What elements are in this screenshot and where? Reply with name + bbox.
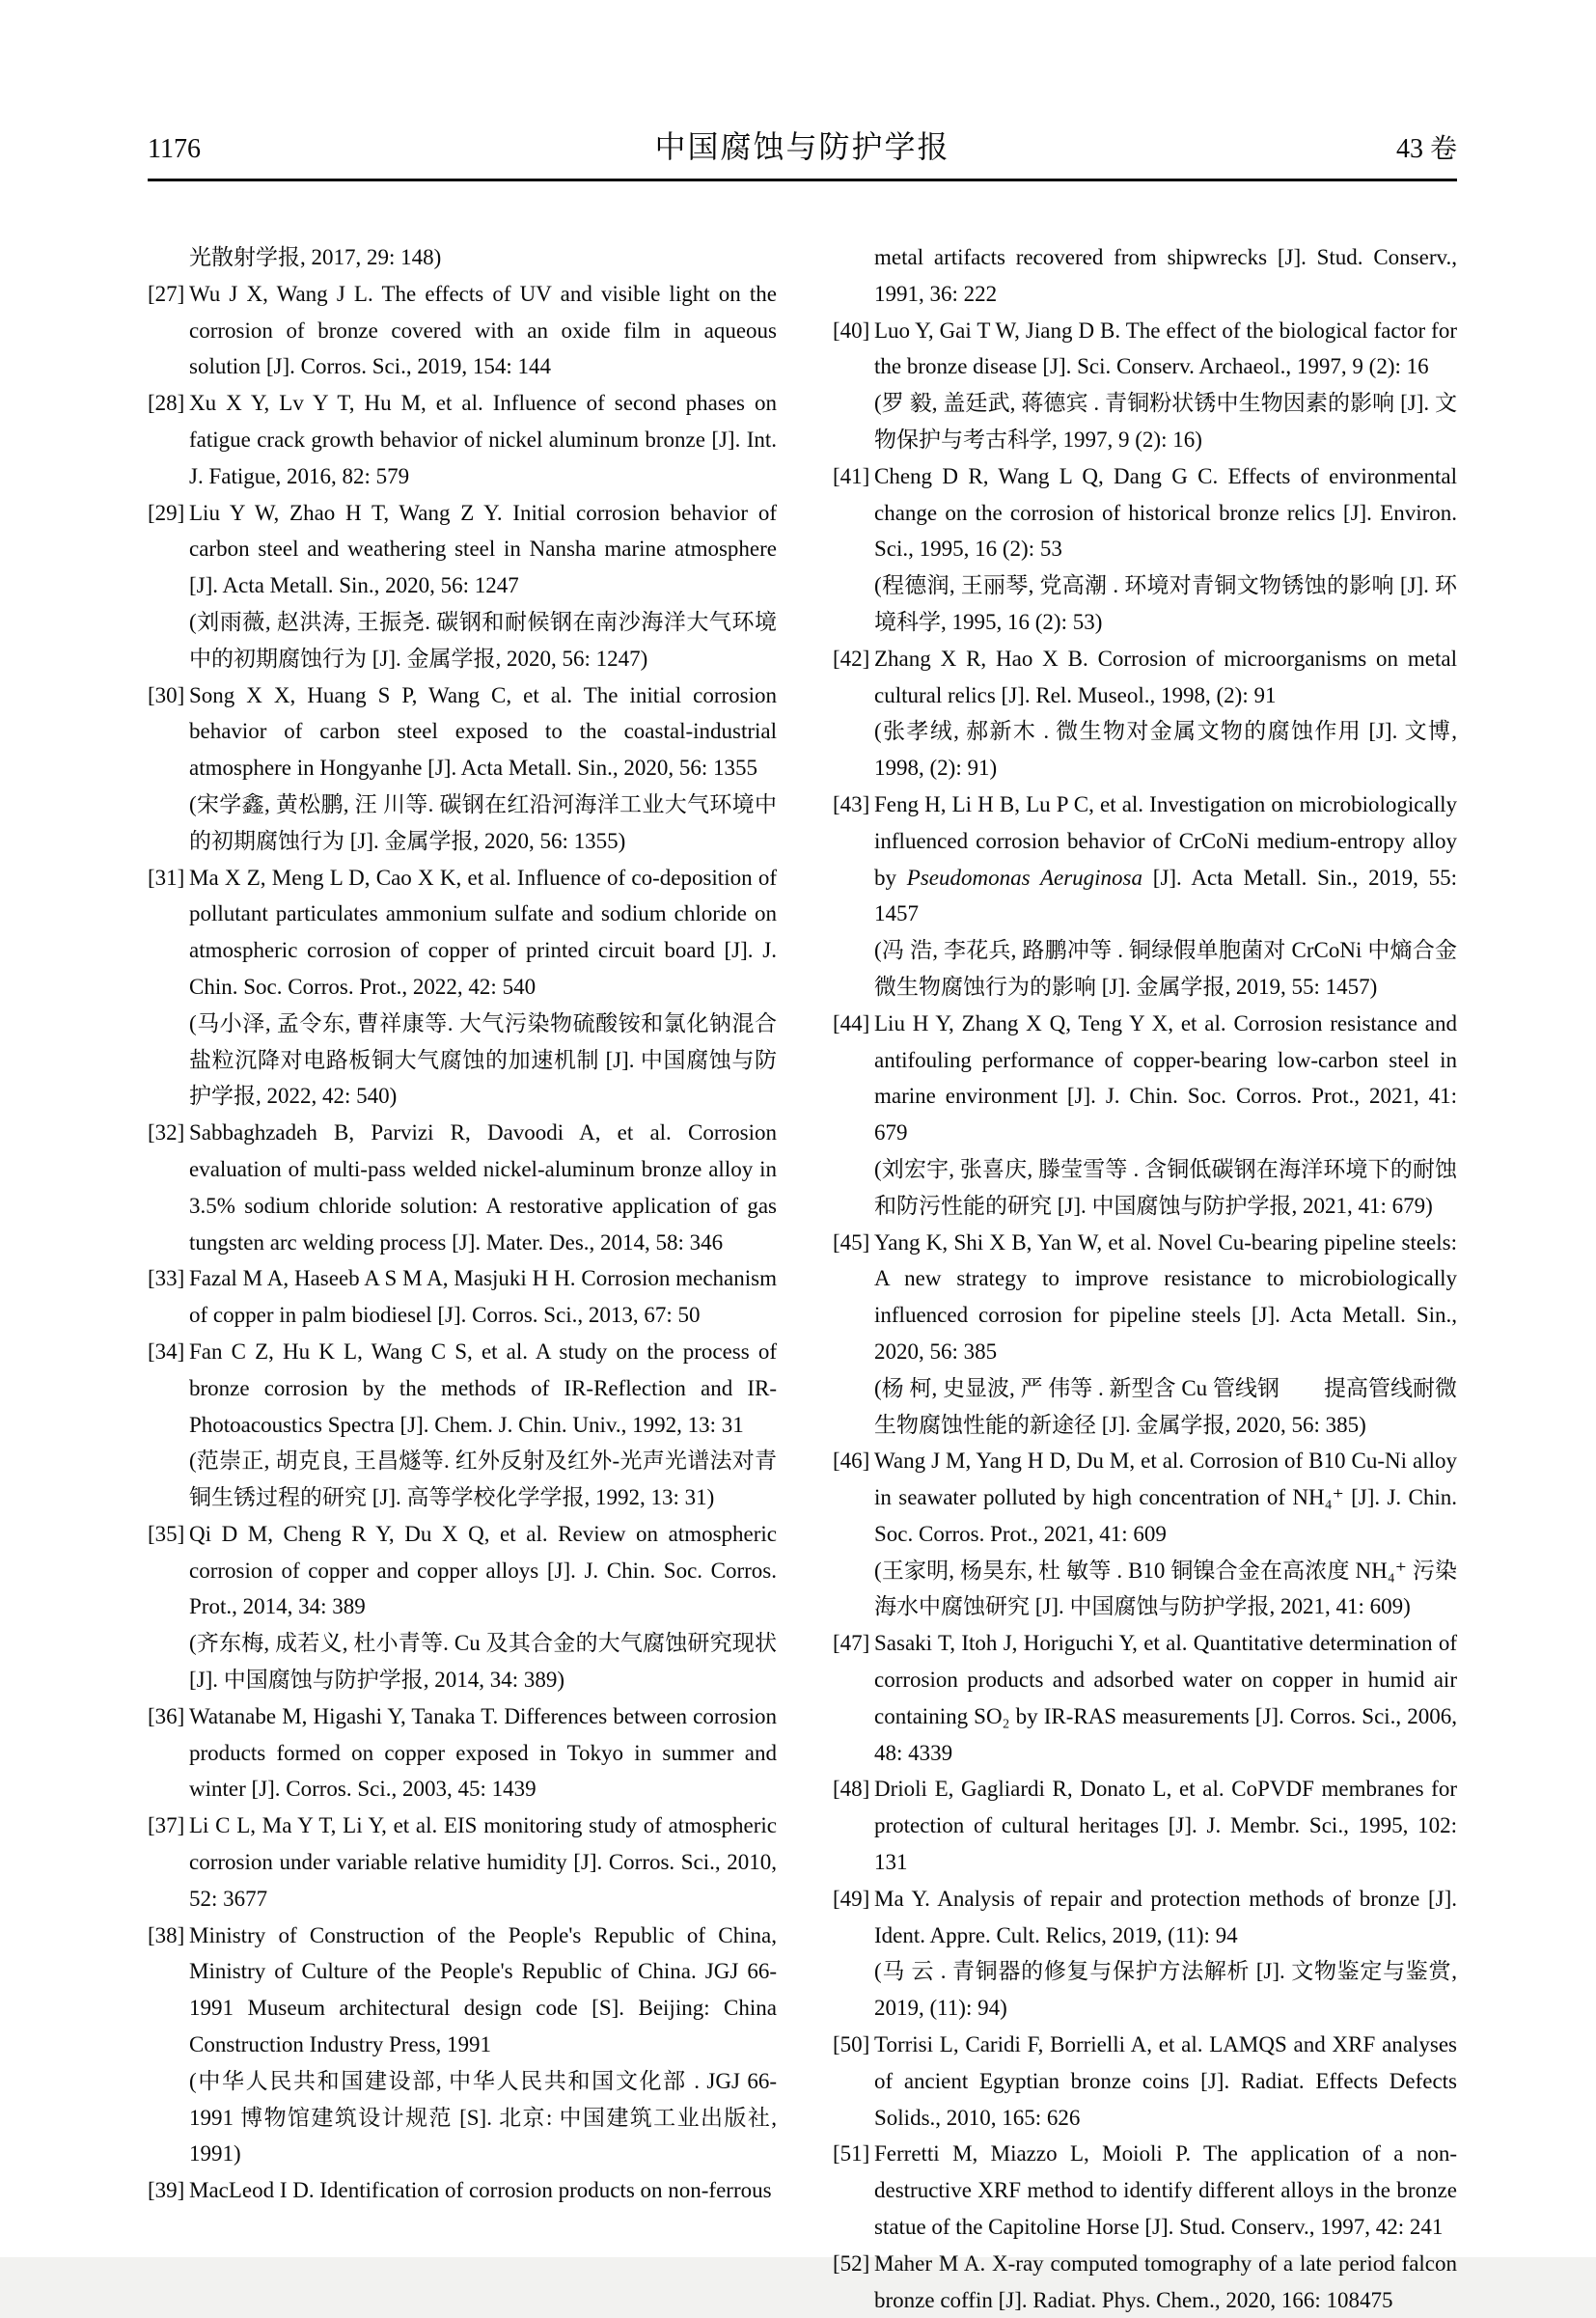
reference-number: [48] — [833, 1777, 870, 1802]
journal-title: 中国腐蚀与防护学报 — [654, 129, 950, 164]
reference-continuation — [833, 239, 1457, 313]
reference-number: [37] — [148, 1813, 185, 1838]
reference-text-en: Song X X, Huang S P, Wang C, et al. The initial corrosion behavior of carbon steel exposed to the coastal-industrial atmosphere in Hongyanhe [J]. Acta Metall. Sin., 2020, 56: 1355 — [189, 682, 777, 781]
reference-text-en: MacLeod I D. Identification of corrosion products on non-ferrous — [189, 2178, 772, 2203]
reference-text-en: Feng H, Li H B, Lu P C, et al. Investigation on microbiologically influenced corrosion behavior of CrCoNi medium-entropy alloy by Pseudomonas Aeruginosa [J]. Acta Metall. Sin., 2019, 55: 1457 — [874, 791, 1458, 926]
reference-number: [50] — [833, 2032, 870, 2057]
reference-item — [833, 641, 1457, 786]
reference-text-en: Maher M A. X-ray computed tomography of a late period falcon bronze coffin [J]. Radiat. Phys. Chem., 2020, 166: 108475 — [874, 2250, 1457, 2312]
reference-number: [41] — [833, 463, 870, 488]
reference-text-en: Ferretti M, Miazzo L, Moioli P. The application of a non-destructive XRF method to identify different alloys in the bronze statue of the Capitoline Horse [J]. Stud. Conserv., 1997, 42: 241 — [874, 2141, 1457, 2240]
reference-item — [148, 276, 777, 385]
reference-text-zh: (冯 浩, 李花兵, 路鹏冲等 . 铜绿假单胞菌对 CrCoNi 中熵合金微生物腐蚀行为的影响 [J]. 金属学报, 2019, 55: 1457) — [874, 938, 1457, 999]
reference-item — [148, 677, 777, 860]
reference-text-en: Qi D M, Cheng R Y, Du X Q, et al. Review on atmospheric corrosion of copper and copper alloys [J]. J. Chin. Soc. Corros. Prot., 2014, 34: 389 — [189, 1521, 777, 1619]
reference-item — [833, 786, 1457, 1006]
reference-text-en: Liu Y W, Zhao H T, Wang Z Y. Initial corrosion behavior of carbon steel and weathering steel in Nansha marine atmosphere [J]. Acta Metall. Sin., 2020, 56: 1247 — [189, 500, 777, 598]
reference-item — [148, 1807, 777, 1917]
reference-continuation — [148, 239, 777, 276]
references-column-right — [833, 239, 1457, 2318]
reference-text-zh: (张孝绒, 郝新木 . 微生物对金属文物的腐蚀作用 [J]. 文博, 1998, (2): 91) — [874, 719, 1457, 781]
reference-text-en: Cheng D R, Wang L Q, Dang G C. Effects of environmental change on the corrosion of historical bronze relics [J]. Environ. Sci., 1995, 16 (2): 53 — [874, 463, 1457, 562]
reference-item — [148, 1115, 777, 1260]
reference-item — [833, 2027, 1457, 2136]
reference-text-en: Liu H Y, Zhang X Q, Teng Y X, et al. Corrosion resistance and antifouling performance of copper-bearing low-carbon steel in marine environment [J]. J. Chin. Soc. Corros. Prot., 2021, 41: 679 — [874, 1010, 1457, 1145]
reference-number: [32] — [148, 1120, 185, 1145]
reference-text-zh: (齐东梅, 成若义, 杜小青等. Cu 及其合金的大气腐蚀研究现状 [J]. 中国腐蚀与防护学报, 2014, 34: 389) — [189, 1631, 778, 1693]
reference-text-zh: (程德润, 王丽琴, 党高潮 . 环境对青铜文物锈蚀的影响 [J]. 环境科学, 1995, 16 (2): 53) — [874, 573, 1457, 634]
reference-number: [30] — [148, 682, 185, 707]
reference-text-en: Sabbaghzadeh B, Parvizi R, Davoodi A, et al. Corrosion evaluation of multi-pass welded nickel-aluminum bronze alloy in 3.5% sodium chloride solution: A restorative application of gas tungsten arc welding process [J]. Mater. Des., 2014, 58: 346 — [189, 1120, 777, 1255]
reference-text-en: metal artifacts recovered from shipwrecks [J]. Stud. Conserv., 1991, 36: 222 — [874, 245, 1457, 306]
reference-number: [28] — [148, 391, 185, 416]
reference-number: [47] — [833, 1631, 870, 1656]
reference-item — [833, 313, 1457, 458]
reference-number: [43] — [833, 791, 870, 816]
reference-text-zh: (宋学鑫, 黄松鹏, 汪 川等. 碳钢在红沿河海洋工业大气环境中的初期腐蚀行为 [J]. 金属学报, 2020, 56: 1355) — [189, 791, 777, 853]
reference-item — [148, 860, 777, 1116]
reference-item — [148, 1260, 777, 1334]
page-number: 1176 — [148, 134, 201, 164]
reference-number: [27] — [148, 281, 185, 306]
reference-text-en: Xu X Y, Lv Y T, Hu M, et al. Influence of second phases on fatigue crack growth behavior of nickel aluminum bronze [J]. Int. J. Fatigue, 2016, 82: 579 — [189, 391, 777, 488]
reference-text-en: Zhang X R, Hao X B. Corrosion of microorganisms on metal cultural relics [J]. Rel. Museol., 1998, (2): 91 — [874, 646, 1457, 707]
reference-text-en: Li C L, Ma Y T, Li Y, et al. EIS monitoring study of atmospheric corrosion under variable relative humidity [J]. Corros. Sci., 2010, 52: 3677 — [189, 1813, 777, 1911]
reference-item — [833, 2246, 1457, 2318]
reference-text-zh: (罗 毅, 盖廷武, 蒋德宾 . 青铜粉状锈中生物因素的影响 [J]. 文物保护与考古科学, 1997, 9 (2): 16) — [874, 391, 1457, 452]
reference-item — [148, 495, 777, 677]
reference-number: [49] — [833, 1886, 870, 1911]
reference-text-en: Fazal M A, Haseeb A S M A, Masjuki H H. Corrosion mechanism of copper in palm biodiesel [J]. Corros. Sci., 2013, 67: 50 — [189, 1266, 777, 1328]
reference-text-en: Wang J M, Yang H D, Du M, et al. Corrosion of B10 Cu-Ni alloy in seawater polluted by high concentration of NH₄⁺ [J]. J. Chin. Soc. Corros. Prot., 2021, 41: 609 — [874, 1449, 1457, 1546]
reference-text-en: Sasaki T, Itoh J, Horiguchi Y, et al. Quantitative determination of corrosion products and adsorbed water on copper in humid air containing SO₂ by IR-RAS measurements [J]. Corros. Sci., 2006, 48: 4339 — [874, 1631, 1457, 1765]
reference-text-en: Drioli E, Gagliardi R, Donato L, et al. CoPVDF membranes for protection of cultural heritages [J]. J. Membr. Sci., 1995, 102: 131 — [874, 1777, 1457, 1875]
header-rule — [148, 179, 1457, 181]
reference-item — [148, 385, 777, 494]
reference-number: [34] — [148, 1338, 185, 1364]
reference-text-en: Watanabe M, Higashi Y, Tanaka T. Differences between corrosion products formed on copper exposed in Tokyo in summer and winter [J]. Corros. Sci., 2003, 45: 1439 — [189, 1703, 777, 1802]
reference-item — [148, 1334, 777, 1516]
reference-number: [35] — [148, 1521, 185, 1546]
reference-text-zh: (马 云 . 青铜器的修复与保护方法解析 [J]. 文物鉴定与鉴赏, 2019, (11): 94) — [874, 1959, 1457, 2021]
reference-text-en: Wu J X, Wang J L. The effects of UV and visible light on the corrosion of bronze covered with an oxide film in aqueous solution [J]. Corros. Sci., 2019, 154: 144 — [189, 281, 777, 379]
reference-item — [148, 1516, 777, 1698]
reference-item — [833, 1443, 1457, 1625]
reference-number: [33] — [148, 1266, 185, 1291]
reference-number: [45] — [833, 1229, 870, 1255]
reference-item — [833, 1771, 1457, 1880]
reference-text-zh: (中华人民共和国建设部, 中华人民共和国文化部 . JGJ 66-1991 博物馆建筑设计规范 [S]. 北京: 中国建筑工业出版社, 1991) — [189, 2068, 777, 2166]
reference-item — [833, 2136, 1457, 2245]
references-column-left — [148, 239, 777, 2318]
reference-text-en: Luo Y, Gai T W, Jiang D B. The effect of the biological factor for the bronze disease [J]. Sci. Conserv. Archaeol., 1997, 9 (2): 16 — [874, 317, 1457, 379]
reference-item — [833, 458, 1457, 641]
reference-text-en: Yang K, Shi X B, Yan W, et al. Novel Cu-bearing pipeline steels: A new strategy to improve resistance to microbiologically influenced corrosion for pipeline steels [J]. Acta Metall. Sin., 2020, 56: 385 — [874, 1229, 1457, 1364]
reference-item — [148, 2172, 777, 2209]
reference-number: [42] — [833, 646, 870, 671]
reference-item — [148, 1918, 777, 2173]
reference-number: [46] — [833, 1449, 870, 1474]
reference-text-zh: (马小泽, 孟令东, 曹祥康等. 大气污染物硫酸铵和氯化钠混合盐粒沉降对电路板铜大气腐蚀的加速机制 [J]. 中国腐蚀与防护学报, 2022, 42: 540) — [189, 1010, 777, 1109]
reference-text-zh: (杨 柯, 史显波, 严 伟等 . 新型含 Cu 管线钢 提高管线耐微生物腐蚀性能的新途径 [J]. 金属学报, 2020, 56: 385) — [874, 1375, 1457, 1437]
reference-text-en: Torrisi L, Caridi F, Borrielli A, et al. LAMQS and XRF analyses of ancient Egyptian bronze coins [J]. Radiat. Effects Defects Solids., 2010, 165: 626 — [874, 2032, 1457, 2130]
reference-item — [148, 1698, 777, 1807]
reference-item — [833, 1006, 1457, 1225]
reference-number: [31] — [148, 865, 185, 890]
reference-item — [833, 1225, 1457, 1444]
reference-text-zh: (刘宏宇, 张喜庆, 滕莹雪等 . 含铜低碳钢在海洋环境下的耐蚀和防污性能的研究 [J]. 中国腐蚀与防护学报, 2021, 41: 679) — [874, 1156, 1457, 1218]
reference-number: [29] — [148, 500, 185, 525]
reference-text-zh: (王家明, 杨昊东, 杜 敏等 . B10 铜镍合金在高浓度 NH₄⁺ 污染海水中腐蚀研究 [J]. 中国腐蚀与防护学报, 2021, 41: 609) — [874, 1558, 1457, 1619]
references-section — [148, 239, 1457, 2318]
reference-item — [833, 1625, 1457, 1771]
reference-number: [52] — [833, 2250, 870, 2276]
reference-text-zh: (刘雨薇, 赵洪涛, 王振尧. 碳钢和耐候钢在南沙海洋大气环境中的初期腐蚀行为 [J]. 金属学报, 2020, 56: 1247) — [189, 609, 777, 671]
reference-text-en: Ma Y. Analysis of repair and protection methods of bronze [J]. Ident. Appre. Cult. Relics, 2019, (11): 94 — [874, 1886, 1457, 1947]
reference-text-zh: (范崇正, 胡克良, 王昌燧等. 红外反射及红外-光声光谱法对青铜生锈过程的研究 [J]. 高等学校化学学报, 1992, 13: 31) — [189, 1449, 777, 1510]
reference-text-en: Fan C Z, Hu K L, Wang C S, et al. A study on the process of bronze corrosion by the methods of IR-Reflection and IR-Photoacoustics Spectra [J]. Chem. J. Chin. Univ., 1992, 13: 31 — [189, 1338, 777, 1437]
reference-number: [39] — [148, 2178, 185, 2203]
volume-label: 43 卷 — [1395, 134, 1457, 164]
reference-text-en: Ma X Z, Meng L D, Cao X K, et al. Influence of co-deposition of pollutant particulates ammonium sulfate and sodium chloride on atmospheric corrosion of copper of printed circuit board [J]. J. Chin. Soc. Corros. Prot., 2022, 42: 540 — [189, 865, 777, 999]
reference-number: [36] — [148, 1703, 185, 1728]
reference-number: [40] — [833, 317, 870, 343]
reference-text-en: Ministry of Construction of the People's Republic of China, Ministry of Culture of the People's Republic of China. JGJ 66-1991 Museum architectural design code [S]. Beijing: China Construction Industry Press, 1991 — [189, 1922, 777, 2057]
page-header — [148, 129, 1457, 167]
reference-number: [51] — [833, 2141, 870, 2166]
reference-number: [38] — [148, 1922, 185, 1947]
reference-number: [44] — [833, 1010, 870, 1035]
reference-item — [833, 1881, 1457, 2027]
reference-text-zh: 光散射学报, 2017, 29: 148) — [189, 245, 442, 269]
